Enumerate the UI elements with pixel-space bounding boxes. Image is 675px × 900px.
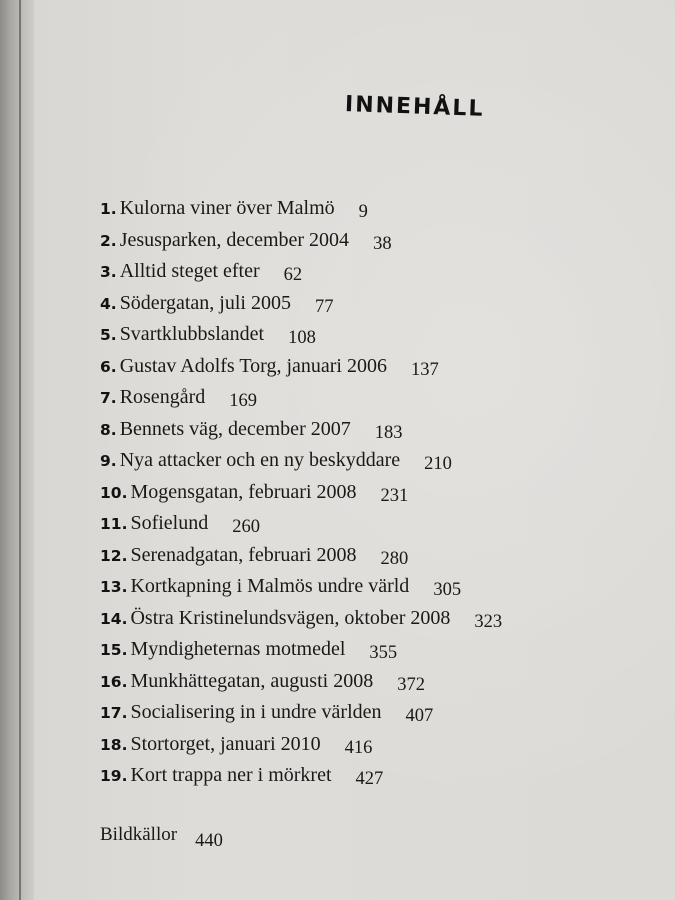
toc-entry [100,697,620,729]
toc-entry-number: 13. [100,578,128,596]
toc-entry [100,319,620,351]
toc-entry-page-number: 38 [373,233,392,254]
toc-entry-title: Rosengård [119,386,206,408]
toc-entry-title: Svartklubbslandet [119,323,265,345]
toc-entry [100,382,620,414]
toc-entry-number: 2. [100,231,117,250]
toc-entry [100,288,620,320]
toc-entry-number: 6. [100,357,117,376]
toc-entry-number: 3. [100,263,117,281]
toc-entry-title: Alltid steget efter [119,260,260,282]
toc-entry [100,414,620,446]
toc-entry-title: Munkhättegatan, augusti 2008 [130,669,374,692]
toc-entry-number: 14. [100,609,128,628]
toc-entry [100,571,620,603]
book-binding [0,0,34,900]
table-of-contents [100,193,620,792]
toc-entry-title: Nya attacker och en ny beskyddare [119,449,401,471]
toc-entry-page-number: 108 [288,328,316,348]
toc-entry-number: 9. [100,452,117,470]
toc-entry-number: 7. [100,389,117,407]
toc-entry-page-number: 62 [283,265,303,285]
toc-entry-page-number: 210 [424,454,452,474]
toc-entry-page-number: 280 [380,548,409,569]
toc-entry-page-number: 137 [410,359,439,380]
toc-entry-title: Kort trappa ner i mörkret [130,764,332,786]
toc-entry-page-number: 9 [358,202,368,222]
toc-entry-title: Myndigheternas motmedel [130,638,346,660]
toc-entry-number: 16. [100,672,128,691]
toc-entry-image-credits [100,824,223,851]
toc-entry [100,508,620,540]
toc-entry [100,193,620,225]
toc-entry-number: 17. [100,704,128,722]
toc-entry-title: Bennets väg, december 2007 [119,417,351,440]
toc-entry-page-number: 305 [433,580,462,600]
toc-entry-page-number: 416 [344,737,373,758]
toc-entry-number: 4. [100,294,117,313]
toc-entry [100,256,620,288]
binding-edge-line [19,0,21,900]
toc-entry-number: 12. [100,546,128,565]
toc-entry-number: 5. [100,326,117,344]
toc-entry-number: 8. [100,420,117,439]
toc-entry-title: Serenadgatan, februari 2008 [130,543,357,566]
toc-entry-title: Sofielund [130,512,209,534]
toc-entry-title: Mogensgatan, februari 2008 [130,480,357,503]
toc-entry [100,760,620,792]
toc-entry-title: Stortorget, januari 2010 [130,732,321,755]
toc-entry-number: 11. [100,515,128,533]
toc-entry-page-number: 407 [405,706,434,726]
toc-entry [100,540,620,572]
toc-entry-page-number: 231 [380,485,409,506]
toc-entry [100,351,620,383]
toc-entry [100,445,620,477]
toc-entry-number: 18. [100,735,128,754]
toc-entry-title: Kortkapning i Malmös undre värld [130,575,410,597]
toc-entry-page-number: 355 [369,643,398,663]
toc-entry [100,477,620,509]
toc-entry [100,729,620,761]
toc-entry-page-number: 260 [232,517,260,537]
toc-entry-number: 15. [100,641,128,659]
toc-entry-title: Jesusparken, december 2004 [119,228,350,251]
toc-entry [100,603,620,635]
toc-entry-title: Gustav Adolfs Torg, januari 2006 [119,354,387,377]
toc-entry [100,634,620,666]
toc-entry-number: 1. [100,200,117,218]
toc-entry [100,666,620,698]
toc-entry-number: 19. [100,767,128,785]
toc-entry-page-number: 372 [397,674,425,695]
toc-entry-page-number: 183 [374,422,403,443]
toc-entry [100,225,620,257]
toc-entry-page-number: 169 [229,391,257,411]
toc-entry-title: Södergatan, juli 2005 [119,291,291,314]
toc-entry-page-number: 77 [314,296,334,317]
page-title: INNEHÅLL [344,92,485,122]
toc-entry-title: Bildkällor [100,824,178,845]
toc-entry-title: Östra Kristinelundsvägen, oktober 2008 [130,606,451,629]
toc-entry-number: 10. [100,483,128,502]
toc-entry-page-number: 440 [195,831,223,851]
toc-entry-title: Kulorna viner över Malmö [119,197,335,219]
toc-entry-page-number: 323 [474,611,503,632]
toc-entry-page-number: 427 [355,769,384,789]
toc-entry-title: Socialisering in i undre världen [130,701,382,723]
